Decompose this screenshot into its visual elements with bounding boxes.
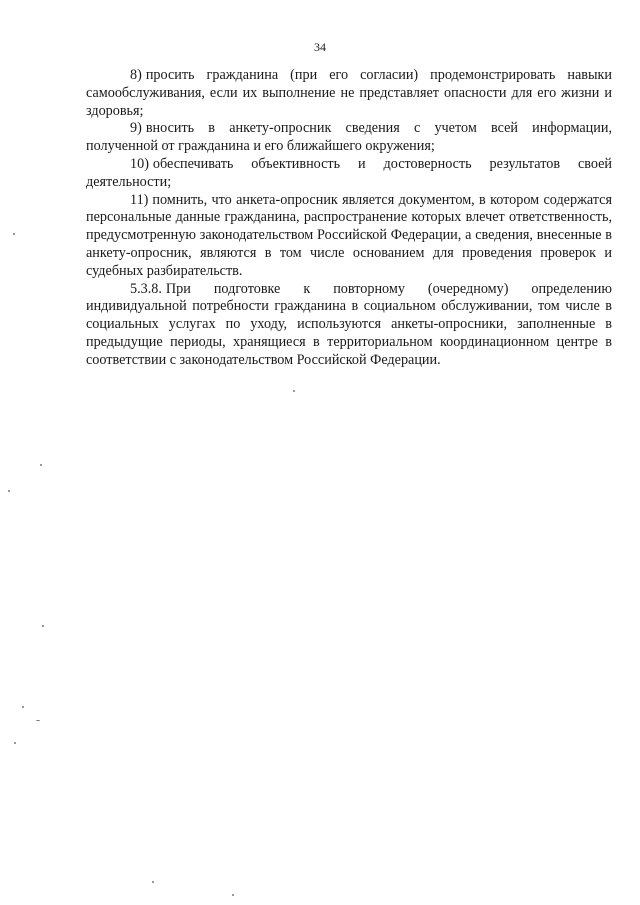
paragraph-text: помнить, что анкета-опросник является документом, в котором содержатся персональные данные гражданина, распространение которых влечет ответственность, предусмотренную законодательством Российской Федерации, а сведения, внесенные в анкету-опросник, являются в том числе основанием для проведения проверок и судебных разбирательств. — [86, 191, 612, 279]
list-marker: 10) — [130, 155, 149, 172]
scan-speck — [232, 894, 234, 896]
list-item-11 — [86, 192, 612, 281]
paragraph-text: вносить в анкету-опросник сведения с учетом всей информации, полученной от гражданина и его ближайшего окружения; — [86, 120, 612, 155]
list-item-8 — [86, 67, 612, 120]
scan-speck — [36, 720, 40, 721]
page-number: 34 — [314, 40, 326, 54]
paragraph-text: обеспечивать объективность и достоверность результатов своей деятельности; — [86, 155, 612, 190]
list-item-10 — [86, 156, 612, 192]
scan-speck — [8, 490, 10, 492]
section-5-3-8 — [86, 281, 612, 370]
scan-speck — [22, 706, 24, 708]
list-marker: 11) — [130, 191, 149, 208]
section-number: 5.3.8. — [130, 280, 162, 297]
scan-speck — [14, 742, 16, 744]
scan-speck — [40, 464, 42, 466]
scan-speck — [13, 233, 15, 235]
scan-speck — [152, 881, 154, 883]
list-item-9 — [86, 120, 612, 156]
scan-speck — [293, 390, 295, 392]
list-marker: 8) — [130, 67, 142, 83]
paragraph-text: При подготовке к повторному (очередному) определению индивидуальной потребности гражданина в социальном обслуживании, том числе в социальных услугах по уходу, используются анкеты-опросники, заполненные в предыдущие периоды, хранящиеся в территориальном координационном центре в соответствии с законодательством Российской Федерации. — [86, 280, 612, 368]
list-marker: 9) — [130, 120, 142, 137]
document-body — [86, 67, 612, 370]
scan-speck — [42, 625, 44, 627]
paragraph-text: просить гражданина (при его согласии) продемонстрировать навыки самообслуживания, если их выполнение не представляет опасности для его жизни и здоровья; — [86, 67, 612, 119]
